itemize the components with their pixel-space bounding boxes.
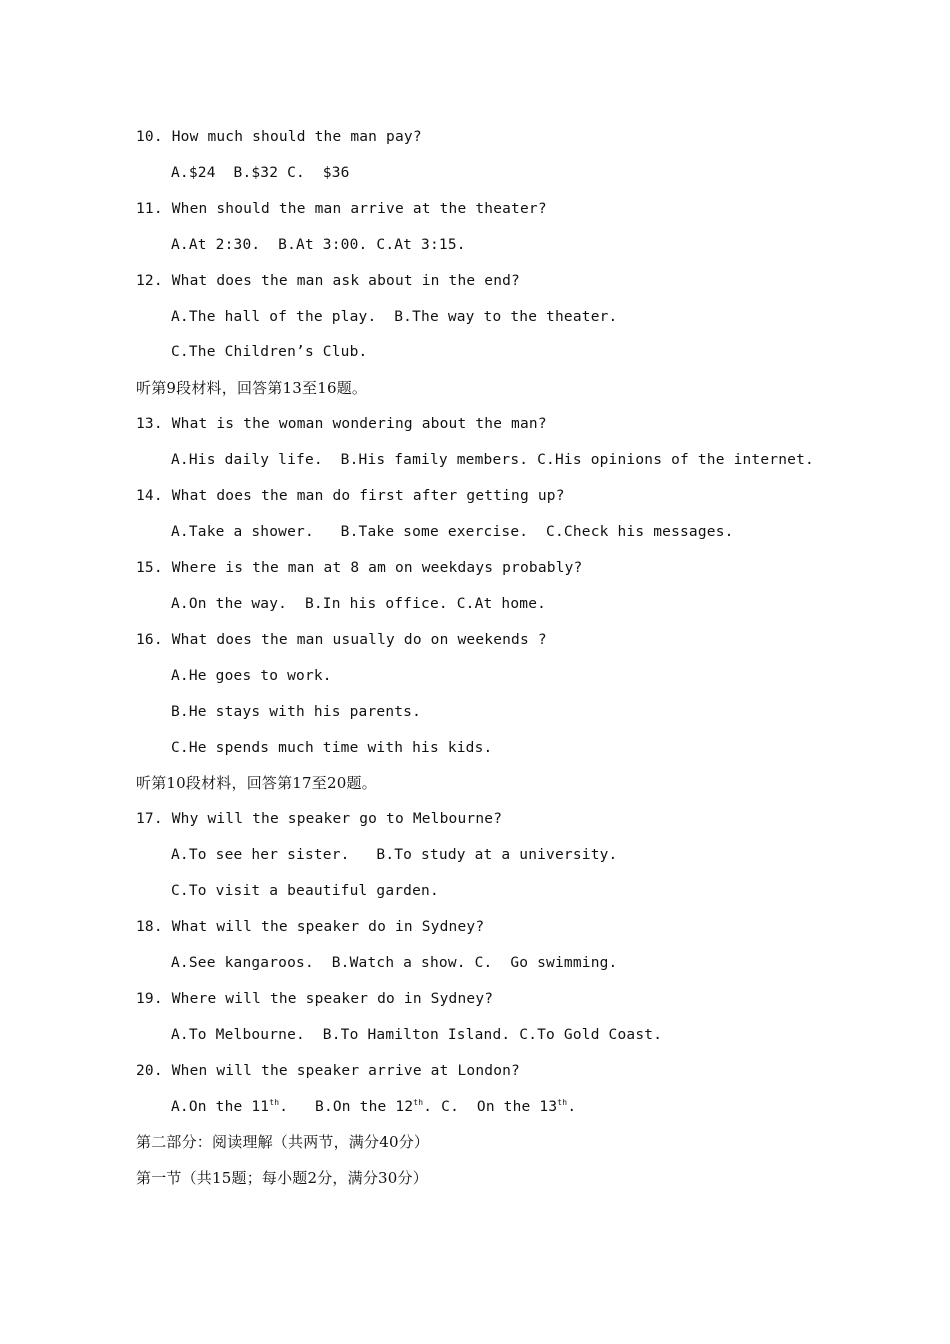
- options-13: A.His daily life. B.His family members. C.His opinions of the internet.: [171, 452, 814, 468]
- options-16-a: A.He goes to work.: [171, 668, 332, 684]
- superscript-th: th: [269, 1098, 280, 1107]
- options-18: A.See kangaroos. B.Watch a show. C. Go swimming.: [171, 955, 618, 971]
- question-10: 10. How much should the man pay?: [136, 129, 422, 145]
- options-20: [171, 1097, 576, 1117]
- question-16: 16. What does the man usually do on weekends ?: [136, 632, 547, 648]
- options-11: A.At 2:30. B.At 3:00. C.At 3:15.: [171, 237, 466, 253]
- options-16-c: C.He spends much time with his kids.: [171, 740, 493, 756]
- section-heading-passage-10: 听第10段材料，回答第17至20题。: [136, 774, 377, 792]
- question-15: 15. Where is the man at 8 am on weekdays probably?: [136, 560, 583, 576]
- options-16-b: B.He stays with his parents.: [171, 704, 422, 720]
- question-14: 14. What does the man do first after getting up?: [136, 488, 565, 504]
- options-17-ab: A.To see her sister. B.To study at a university.: [171, 847, 618, 863]
- section-1-heading: 第一节（共15题；每小题2分，满分30分）: [136, 1169, 428, 1187]
- question-11: 11. When should the man arrive at the theater?: [136, 201, 547, 217]
- options-10: A.$24 B.$32 C. $36: [171, 165, 350, 181]
- question-12: 12. What does the man ask about in the end?: [136, 273, 520, 289]
- options-15: A.On the way. B.In his office. C.At home.: [171, 596, 547, 612]
- part-2-heading: 第二部分：阅读理解（共两节，满分40分）: [136, 1133, 430, 1151]
- superscript-th: th: [557, 1098, 568, 1107]
- superscript-th: th: [413, 1098, 424, 1107]
- option-20-c: C. On the 13: [441, 1099, 558, 1115]
- options-12-ab: A.The hall of the play. B.The way to the theater.: [171, 309, 618, 325]
- question-19: 19. Where will the speaker do in Sydney?: [136, 991, 494, 1007]
- option-gap: .: [423, 1099, 442, 1115]
- question-13: 13. What is the woman wondering about the man?: [136, 416, 547, 432]
- section-heading-passage-9: 听第9段材料，回答第13至16题。: [136, 379, 368, 397]
- question-20: 20. When will the speaker arrive at London?: [136, 1063, 520, 1079]
- option-gap: .: [279, 1099, 316, 1115]
- question-17: 17. Why will the speaker go to Melbourne?: [136, 811, 503, 827]
- options-19: A.To Melbourne. B.To Hamilton Island. C.To Gold Coast.: [171, 1027, 663, 1043]
- option-end: .: [567, 1099, 577, 1115]
- options-14: A.Take a shower. B.Take some exercise. C.Check his messages.: [171, 524, 734, 540]
- option-20-a: A.On the 11: [171, 1099, 270, 1115]
- options-12-c: C.The Children’s Club.: [171, 344, 368, 360]
- question-18: 18. What will the speaker do in Sydney?: [136, 919, 485, 935]
- options-17-c: C.To visit a beautiful garden.: [171, 883, 439, 899]
- option-20-b: B.On the 12: [315, 1099, 414, 1115]
